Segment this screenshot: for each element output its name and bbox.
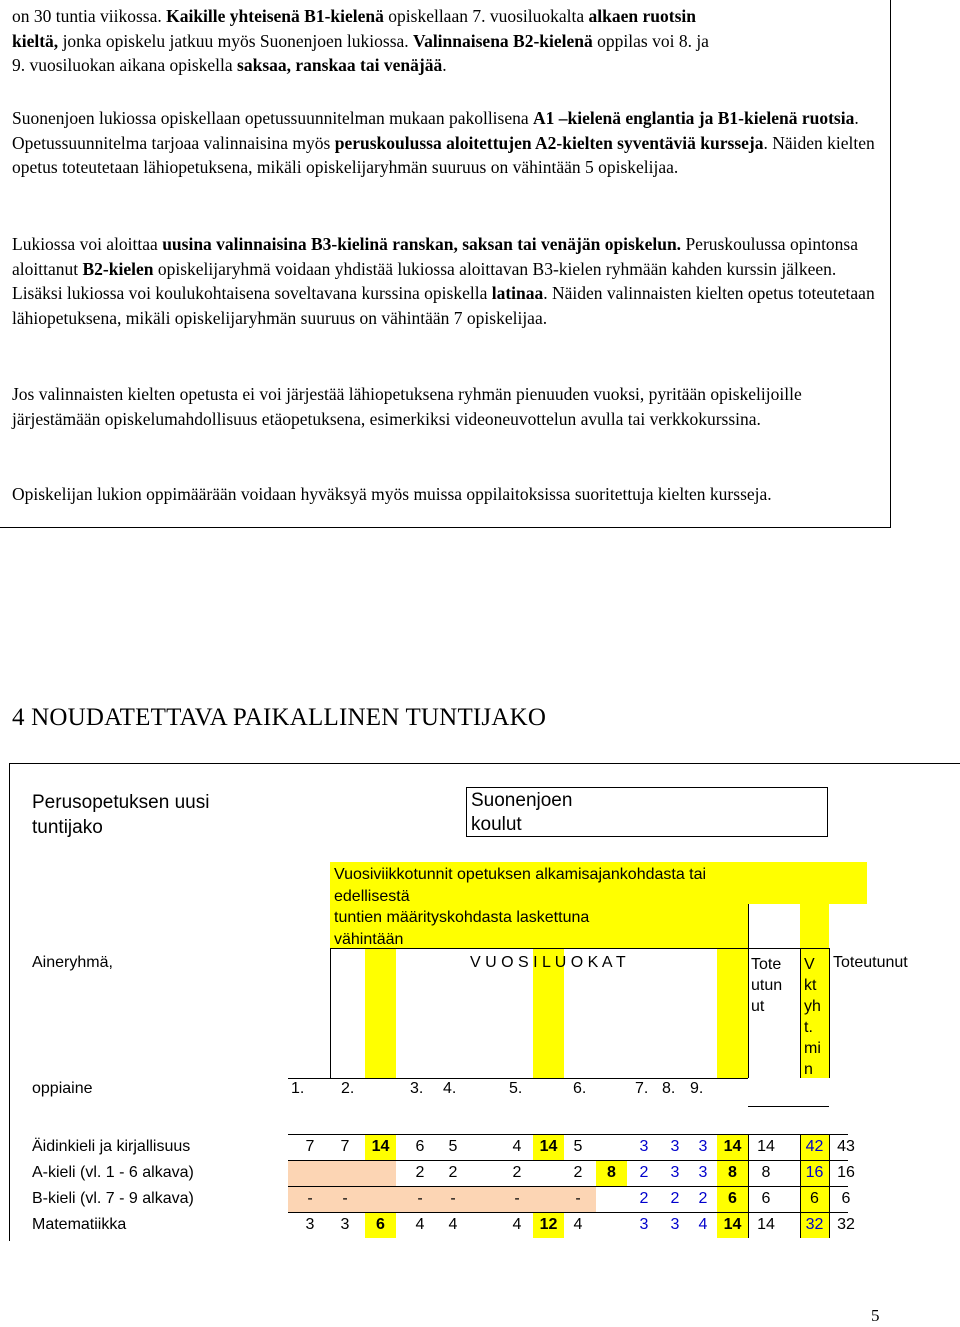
cell-sum-7-9: 14: [723, 1138, 742, 1155]
cell-toteutunut-total: 43: [837, 1138, 855, 1155]
cell-grade-3: 2: [415, 1164, 425, 1181]
cell-grade-2: 7: [340, 1138, 350, 1155]
yellow-header-line-4: vähintään: [334, 930, 404, 948]
paragraph-other-institutions: Opiskelijan lukion oppimäärään voidaan hyväksyä myös muissa oppilaitoksissa suoritettuja kielten kursseja.: [12, 484, 772, 504]
cell-sum-3-6: 8: [607, 1164, 616, 1181]
toteutunut-last-header: Toteutunut: [833, 954, 908, 971]
grid-line: [288, 1078, 748, 1079]
vuosiluokat-label: V U O S I L U O K A T: [470, 954, 626, 971]
paragraph-distance-learning: Jos valinnaisten kielten opetusta ei voi järjestää lähiopetuksena ryhmän pienuuden vuoksi, pyritään opiskelijoille järjestämään opiskelumahdollisuus etäopetuksena, esimerkiksi videoneuvottelun avulla tai verkkokurssina.: [12, 384, 802, 429]
cell-grade-4: -: [450, 1190, 456, 1207]
school-box: [466, 787, 828, 837]
grade-6: 6.: [573, 1080, 587, 1097]
yellow-header-line-2: edellisestä: [334, 887, 410, 905]
yellow-header-line-3: tuntien määrityskohdasta laskettuna: [334, 909, 590, 926]
cell-grade-7: 3: [639, 1138, 649, 1155]
cell-toteutunut-total: 16: [837, 1164, 855, 1181]
cell-grade-5: 4: [512, 1138, 522, 1155]
cell-grade-7: 3: [639, 1216, 649, 1233]
subject-name: A-kieli (vl. 1 - 6 alkava): [32, 1164, 194, 1181]
grade-row: [0, 1080, 960, 1102]
section-heading: 4 NOUDATETTAVA PAIKALLINEN TUNTIJAKO: [12, 704, 547, 731]
cell-toteutunut: 14: [757, 1216, 775, 1233]
sum-7-9-strip: [717, 948, 748, 1078]
cell-grade-1: -: [307, 1190, 313, 1207]
cell-grade-3: -: [417, 1190, 423, 1207]
grid-line: [330, 948, 331, 1078]
table-title-line-2: tuntijako: [32, 817, 103, 838]
cell-grade-9: 4: [698, 1216, 708, 1233]
grid-line: [748, 1134, 749, 1238]
cell-grade-4: 4: [448, 1216, 458, 1233]
cell-toteutunut-total: 6: [841, 1190, 851, 1207]
cell-toteutunut: 14: [757, 1138, 775, 1155]
cell-grade-2: -: [342, 1190, 348, 1207]
cell-grade-7: 2: [639, 1164, 649, 1181]
cell-min: 42: [805, 1138, 824, 1155]
grid-line: [800, 948, 801, 1078]
grade-9: 9.: [690, 1080, 704, 1097]
sum-1-2-strip: [365, 948, 396, 1078]
cell-grade-9: 3: [698, 1138, 708, 1155]
subject-name: Matematiikka: [32, 1216, 127, 1233]
cell-bg: [288, 1160, 396, 1186]
cell-toteutunut: 6: [761, 1190, 771, 1207]
grade-1: 1.: [291, 1080, 305, 1097]
grid-line: [829, 1134, 830, 1238]
subject-name: Äidinkieli ja kirjallisuus: [32, 1138, 191, 1155]
cell-grade-6: -: [575, 1190, 581, 1207]
cell-min: 32: [805, 1216, 824, 1233]
paragraph-b3-languages: Lukiossa voi aloittaa uusina valinnaisina B3-kielinä ranskan, saksan tai venäjän opiskelun. Peruskoulussa opintonsa aloittanut B2-kielen opiskelijaryhmä voidaan yhdistää lukiossa aloittavan B3-kielen ryhmään kahden kurssin jälkeen. Lisäksi lukiossa voi koulukohtaisena soveltavana kurssina opiskella latinaa. Näiden valinnaisten kielten opetus toteutetaan lähiopetuksena, mikäli opiskelijaryhmän suuruus on vähintään 7 opiskelijaa.: [12, 234, 875, 328]
grade-2: 2.: [341, 1080, 355, 1097]
cell-grade-8: 2: [670, 1190, 680, 1207]
yellow-header-line-1: Vuosiviikkotunnit opetuksen alkamisajankohdasta tai: [334, 866, 707, 883]
cell-grade-9: 3: [698, 1164, 708, 1181]
school-line-2: koulut: [471, 814, 522, 835]
paragraph-languages-basic: on 30 tuntia viikossa. Kaikille yhteisenä B1-kielenä opiskellaan 7. vuosiluokalta alkaen ruotsin kieltä, jonka opiskelu jatkuu myös Suonenjoen lukiossa. Valinnaisena B2-kielenä oppilas voi 8. ja 9. vuosiluokan aikana opiskella saksaa, ranskaa tai venäjää.: [12, 6, 709, 76]
table-title: [32, 790, 209, 840]
grid-line: [748, 904, 749, 1078]
oppiaine-label: oppiaine: [32, 1080, 93, 1097]
aineryhma-label: Aineryhmä,: [32, 954, 113, 971]
cell-grade-4: 5: [448, 1138, 458, 1155]
cell-min: 16: [805, 1164, 824, 1181]
grade-5: 5.: [509, 1080, 523, 1097]
cell-grade-5: 4: [512, 1216, 522, 1233]
cell-grade-5: 2: [512, 1164, 522, 1181]
cell-grade-5: -: [514, 1190, 520, 1207]
toteutunut-col-header: Tote utun ut: [751, 956, 783, 1015]
cell-sum-1-2: 14: [371, 1138, 390, 1155]
table-title-line-1: Perusopetuksen uusi: [32, 792, 210, 813]
page-number: 5: [871, 1306, 880, 1325]
school-line-1: Suonenjoen: [471, 790, 573, 811]
cell-grade-4: 2: [448, 1164, 458, 1181]
cell-grade-7: 2: [639, 1190, 649, 1207]
cell-grade-6: 4: [573, 1216, 583, 1233]
cell-grade-9: 2: [698, 1190, 708, 1207]
cell-sum-7-9: 6: [728, 1190, 737, 1207]
cell-grade-3: 4: [415, 1216, 425, 1233]
paragraph-upper-secondary-languages: Suonenjoen lukiossa opiskellaan opetussuunnitelman mukaan pakollisena A1 –kielenä englantia ja B1-kielenä ruotsia. Opetussuunnitelma tarjoaa valinnaisina myös peruskoulussa aloitettujen A2-kielten syventäviä kursseja. Näiden kielten opetus toteutetaan lähiopetuksena, mikäli opiskelijaryhmän suuruus on vähintään 5 opiskelijaa.: [12, 108, 875, 178]
cell-sum-7-9: 8: [728, 1164, 737, 1181]
cell-sum-1-2: 6: [376, 1216, 385, 1233]
grade-3: 3.: [410, 1080, 424, 1097]
cell-grade-6: 2: [573, 1164, 583, 1181]
cell-grade-8: 3: [670, 1216, 680, 1233]
cell-grade-8: 3: [670, 1138, 680, 1155]
cell-min: 6: [810, 1190, 819, 1207]
cell-toteutunut-total: 32: [837, 1216, 855, 1233]
cell-grade-1: 7: [305, 1138, 315, 1155]
yellow-header-text: [334, 864, 706, 950]
cell-grade-6: 5: [573, 1138, 583, 1155]
grid-line: [330, 948, 829, 949]
cell-sum-3-6: 12: [539, 1216, 558, 1233]
min-strip-top: [800, 904, 829, 948]
cell-grade-2: 3: [340, 1216, 350, 1233]
subject-name: B-kieli (vl. 7 - 9 alkava): [32, 1190, 194, 1207]
grade-7: 7.: [635, 1080, 649, 1097]
grade-4: 4.: [443, 1080, 457, 1097]
vkt-min-col-header: V kt yh t. mi n: [804, 956, 821, 1078]
cell-sum-7-9: 14: [723, 1216, 742, 1233]
grade-8: 8.: [662, 1080, 676, 1097]
cell-grade-3: 6: [415, 1138, 425, 1155]
cell-toteutunut: 8: [761, 1164, 771, 1181]
cell-sum-3-6: 14: [539, 1138, 558, 1155]
cell-grade-1: 3: [305, 1216, 315, 1233]
grid-line: [829, 948, 830, 1078]
cell-grade-8: 3: [670, 1164, 680, 1181]
grid-line: [748, 1106, 829, 1107]
